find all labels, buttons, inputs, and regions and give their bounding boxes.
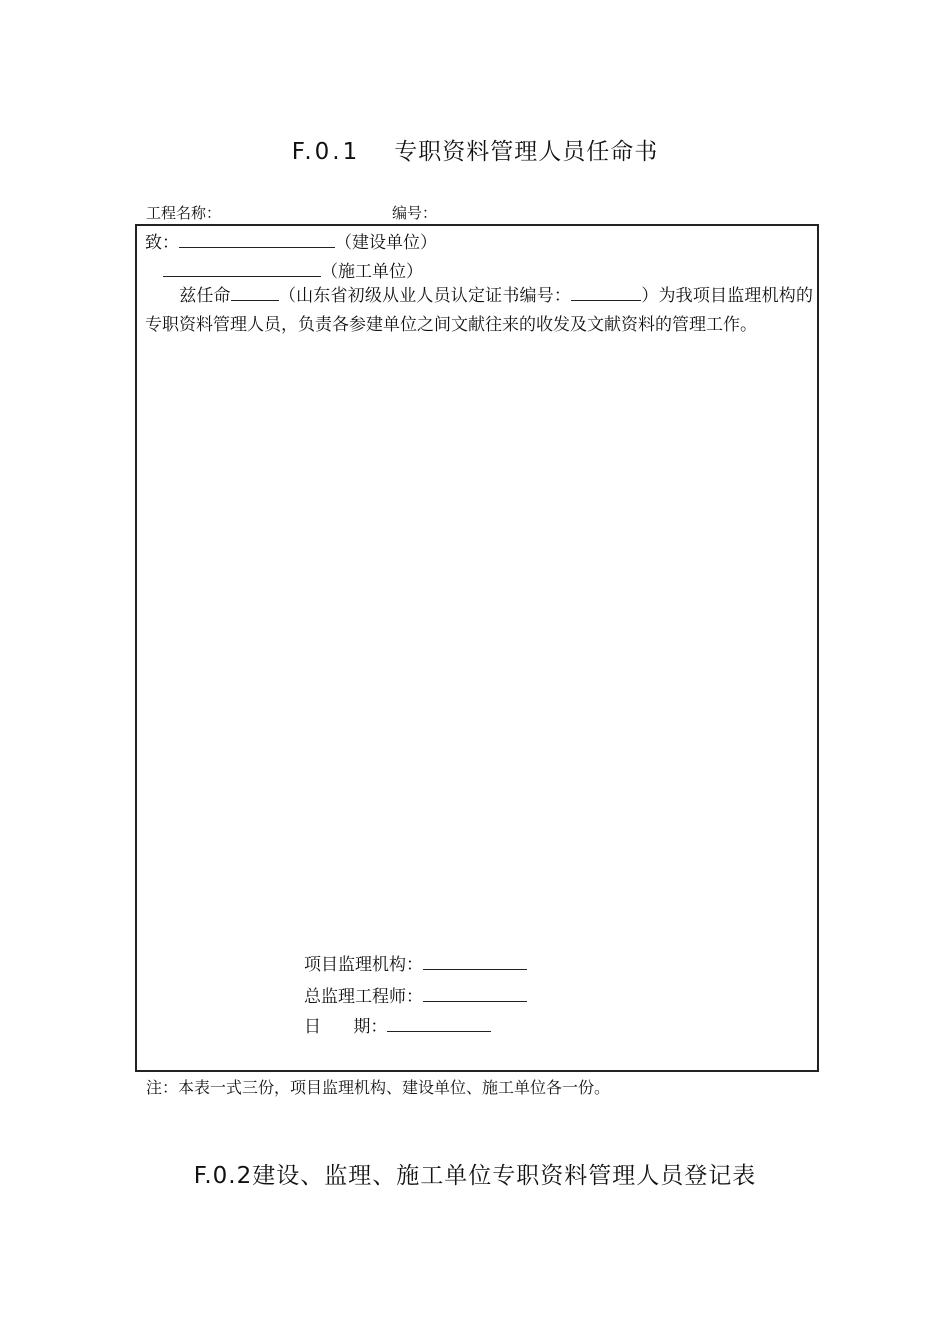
number-label: 编号： [392,204,438,222]
signature-org-blank[interactable] [423,953,527,970]
to-line [145,228,437,253]
appoint-suffix: ）为我项目监理机构的专职资料管理人员，负责各参建单位之间文献往来的收发及文献资料的管理工作。 [145,286,813,335]
form-note: 注：本表一式三份，项目监理机构、建设单位、施工单位各一份。 [146,1078,611,1097]
construction-unit-label: （建设单位） [335,233,437,253]
form-frame [135,224,819,1072]
form-title [0,133,950,166]
form-title-text: 专职资料管理人员任命书 [394,139,659,165]
project-name-label: 工程名称： [146,204,222,222]
appoint-prefix: 兹任命 [179,286,231,306]
to-label: 致： [145,233,179,253]
to-blank[interactable] [179,231,335,248]
certificate-number-blank[interactable] [571,284,641,301]
signature-engineer-line [304,982,527,1007]
appoint-mid: （山东省初级从业人员认定证书编号： [278,286,572,306]
signature-date-line [304,1012,491,1037]
builder-unit-label: （施工单位） [321,262,423,282]
signature-engineer-label: 总监理工程师： [304,987,423,1007]
signature-org-label: 项目监理机构： [304,955,423,975]
appointment-paragraph [145,282,813,340]
appointee-blank[interactable] [231,284,279,301]
signature-engineer-blank[interactable] [423,985,527,1002]
form-code: F.0.1 [291,139,361,165]
signature-org-line [304,950,527,975]
signature-date-blank[interactable] [387,1015,491,1032]
next-section-title: F.0.2建设、监理、施工单位专职资料管理人员登记表 [193,1163,757,1189]
builder-blank[interactable] [163,260,321,277]
signature-date-label: 日 期： [304,1017,388,1037]
builder-line [163,257,423,282]
